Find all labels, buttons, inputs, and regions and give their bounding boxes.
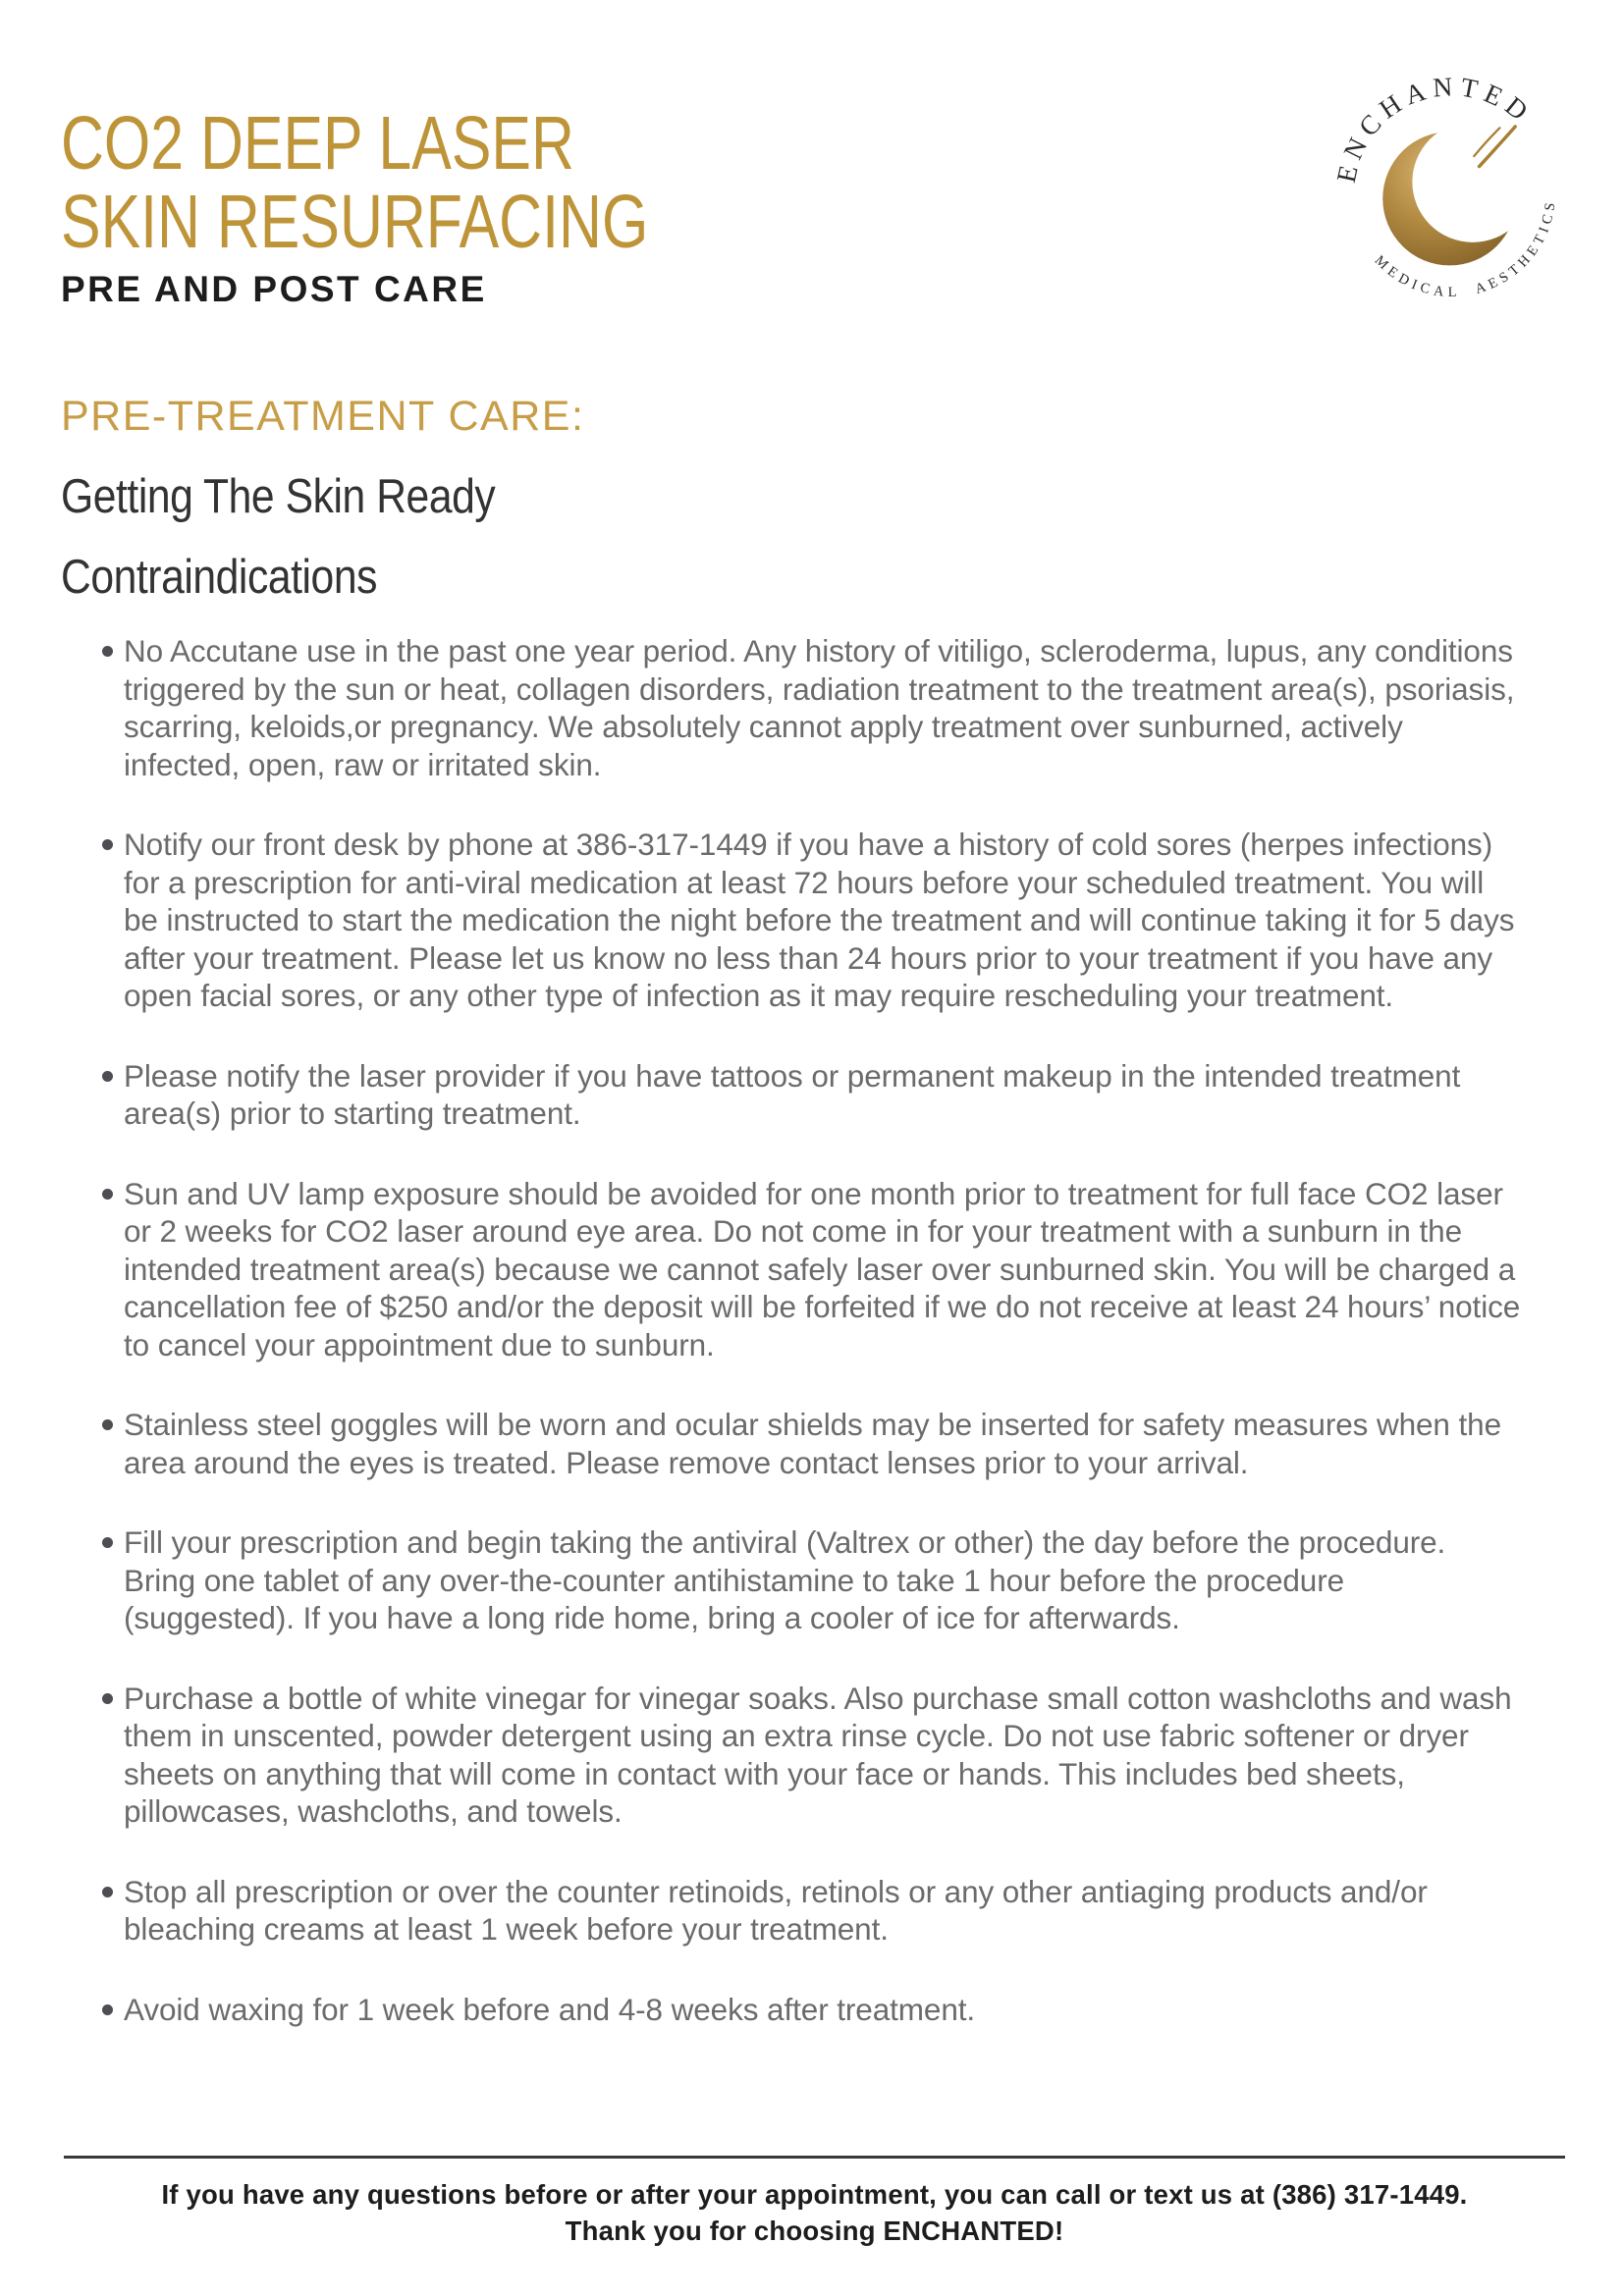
footer-note-questions: If you have any questions before or after your appointment, you can call or text us at (386) 317-1449. xyxy=(161,2179,1468,2210)
section-heading-pre-treatment-care: PRE-TREATMENT CARE: xyxy=(61,393,585,440)
bullet-dot-icon xyxy=(102,1419,113,1430)
bullet-item: Fill your prescription and begin taking the antiviral (Valtrex or other) the day before the procedure. Bring one tablet of any over-the-counter antihistamine to take 1 hour before the procedure (suggested). If you have a long ride home, bring a cooler of ice for afterwards. xyxy=(102,1523,1521,1637)
document-body xyxy=(0,393,1624,2028)
bullet-item: Sun and UV lamp exposure should be avoided for one month prior to treatment for full face CO2 laser or 2 weeks for CO2 laser around eye area. Do not come in for your treatment with a sunburn in the intended treatment area(s) because we cannot safely laser over sunburned skin. You will be charged a cancellation fee of $250 and/or the deposit will be forfeited if we do not receive at least 24 hours’ notice to cancel your appointment due to sunburn. xyxy=(102,1175,1521,1364)
enchanted-logo xyxy=(1324,69,1581,326)
bullet-dot-icon xyxy=(102,1071,113,1082)
bullet-dot-icon xyxy=(102,1887,113,1897)
title-line-1: CO2 DEEP LASER xyxy=(61,101,574,186)
bullet-item: No Accutane use in the past one year period. Any history of vitiligo, scleroderma, lupus, any conditions triggered by the sun or heat, collagen disorders, radiation treatment to the treatment area(s), psoriasis, scarring, keloids,or pregnancy. We absolutely cannot apply treatment over sunburned, actively infected, open, raw or irritated skin. xyxy=(102,632,1521,783)
bullet-dot-icon xyxy=(102,1189,113,1200)
page-title xyxy=(61,101,1296,264)
bullet-item: Avoid waxing for 1 week before and 4-8 weeks after treatment. xyxy=(102,1991,1521,2029)
bullet-list xyxy=(102,632,1521,2028)
document-header xyxy=(0,0,1624,312)
bullet-item: Stop all prescription or over the counter retinoids, retinols or any other antiaging products and/or bleaching creams at least 1 week before your treatment. xyxy=(102,1873,1521,1949)
title-line-2: SKIN RESURFACING xyxy=(61,180,649,264)
crescent-moon-logo-icon xyxy=(1324,69,1581,326)
bullet-dot-icon xyxy=(102,1693,113,1704)
bullet-item: Notify our front desk by phone at 386-317-1449 if you have a history of cold sores (herpes infections) for a prescription for anti-viral medication at least 72 hours before your scheduled treatment. You will be instructed to start the medication the night before the treatment and will continue taking it for 5 days after your treatment. Please let us know no less than 24 hours prior to your treatment if you have any open facial sores, or any other type of infection as it may require rescheduling your treatment. xyxy=(102,826,1521,1015)
bullet-dot-icon xyxy=(102,2004,113,2015)
bullet-item: Stainless steel goggles will be worn and ocular shields may be inserted for safety measures when the area around the eyes is treated. Please remove contact lenses prior to your arrival. xyxy=(102,1406,1521,1481)
bullet-dot-icon xyxy=(102,839,113,850)
logo-arc-text-bottom: MEDICAL AESTHETICS xyxy=(1371,197,1559,301)
document-footer xyxy=(64,2156,1565,2249)
bullet-item: Please notify the laser provider if you have tattoos or permanent makeup in the intended treatment area(s) prior to starting treatment. xyxy=(102,1057,1521,1133)
page-subtitle: PRE AND POST CARE xyxy=(61,269,487,309)
bullet-dot-icon xyxy=(102,1537,113,1548)
bullet-item: Purchase a bottle of white vinegar for vinegar soaks. Also purchase small cotton washcloths and wash them in unscented, powder detergent using an extra rinse cycle. Do not use fabric softener or dryer sheets on anything that will come in contact with your face or hands. This includes bed sheets, pillowcases, washcloths, and towels. xyxy=(102,1680,1521,1831)
logo-arc-text-top: ENCHANTED xyxy=(1329,70,1540,186)
sub-heading-contraindications: Contraindications xyxy=(61,551,377,604)
footer-note-thanks: Thank you for choosing ENCHANTED! xyxy=(565,2216,1064,2246)
bullet-dot-icon xyxy=(102,646,113,657)
crescent-moon-icon xyxy=(1382,132,1516,265)
sub-heading-getting-skin-ready: Getting The Skin Ready xyxy=(61,470,496,523)
